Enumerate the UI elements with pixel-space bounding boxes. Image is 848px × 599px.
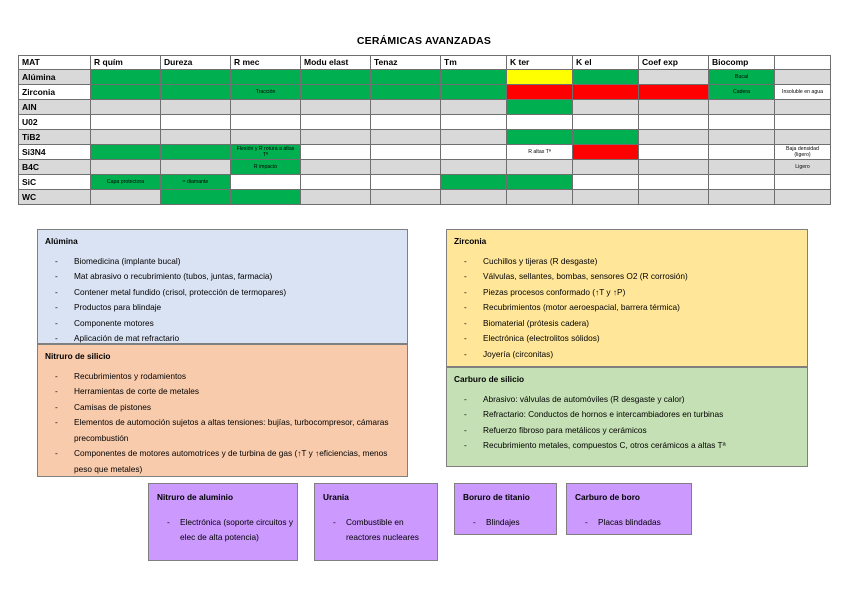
column-header bbox=[775, 56, 831, 70]
zirconia-box bbox=[446, 229, 808, 367]
aluminum-nitride-box-title: Nitruro de aluminio bbox=[157, 492, 234, 502]
table-cell bbox=[775, 115, 831, 130]
list-item: - Recubrimientos (motor aeroespacial, barrera térmica) bbox=[447, 300, 807, 316]
list-item: - Recubrimientos y rodamientos bbox=[38, 369, 407, 385]
table-cell bbox=[709, 190, 775, 205]
list-item: - Electrónica (soporte circuitos y elec de alta potencia) bbox=[149, 515, 297, 545]
silicon-carbide-box-title: Carburo de silicio bbox=[454, 374, 525, 384]
table-cell bbox=[507, 175, 573, 190]
table-cell: R impacto bbox=[231, 160, 301, 175]
table-cell bbox=[371, 160, 441, 175]
row-label: SiC bbox=[19, 175, 91, 190]
table-cell bbox=[91, 145, 161, 160]
table-cell bbox=[573, 160, 639, 175]
table-cell bbox=[371, 175, 441, 190]
list-item: - Biomaterial (prótesis cadera) bbox=[447, 316, 807, 332]
table-cell bbox=[371, 100, 441, 115]
list-item: - Componente motores bbox=[38, 316, 407, 332]
table-row bbox=[19, 130, 831, 145]
list-item: - Aplicación de mat refractario bbox=[38, 331, 407, 347]
list-item: - Mat abrasivo o recubrimiento (tubos, juntas, farmacia) bbox=[38, 269, 407, 285]
table-cell bbox=[231, 175, 301, 190]
table-cell bbox=[507, 100, 573, 115]
aluminum-nitride-box bbox=[148, 483, 298, 561]
column-header: R quím bbox=[91, 56, 161, 70]
row-label: U02 bbox=[19, 115, 91, 130]
table-cell bbox=[639, 160, 709, 175]
list-item: - Productos para blindaje bbox=[38, 300, 407, 316]
boron-carbide-list bbox=[567, 515, 691, 530]
table-cell bbox=[639, 70, 709, 85]
table-cell bbox=[231, 130, 301, 145]
table-cell bbox=[91, 100, 161, 115]
table-row bbox=[19, 160, 831, 175]
alumina-list bbox=[38, 254, 407, 347]
list-item: - Recubrimiento metales, compuestos C, otros cerámicos a altas Tª bbox=[447, 438, 807, 454]
table-cell bbox=[301, 175, 371, 190]
list-item: - Contener metal fundido (crisol, protección de termopares) bbox=[38, 285, 407, 301]
urania-box bbox=[314, 483, 438, 561]
silicon-nitride-box bbox=[37, 344, 408, 477]
table-cell bbox=[775, 70, 831, 85]
list-item: - Cuchillos y tijeras (R desgaste) bbox=[447, 254, 807, 270]
table-cell bbox=[91, 115, 161, 130]
zirconia-box-title: Zirconia bbox=[454, 236, 487, 246]
column-header: Biocomp bbox=[709, 56, 775, 70]
table-cell bbox=[441, 130, 507, 145]
table-cell: Flexión y R rotura a altas Tª bbox=[231, 145, 301, 160]
table-cell: Bucal bbox=[709, 70, 775, 85]
column-header: Tenaz bbox=[371, 56, 441, 70]
alumina-box bbox=[37, 229, 408, 344]
table-cell: ≈ diamante bbox=[161, 175, 231, 190]
row-label: Si3N4 bbox=[19, 145, 91, 160]
table-cell bbox=[775, 100, 831, 115]
table-cell bbox=[639, 85, 709, 100]
titanium-boride-list bbox=[455, 515, 556, 530]
alumina-box-title: Alúmina bbox=[45, 236, 78, 246]
table-cell bbox=[639, 190, 709, 205]
list-item: - Herramientas de corte de metales bbox=[38, 384, 407, 400]
list-item: - Refuerzo fibroso para metálicos y cerámicos bbox=[447, 423, 807, 439]
table-cell bbox=[573, 190, 639, 205]
table-row bbox=[19, 190, 831, 205]
column-header: K el bbox=[573, 56, 639, 70]
column-header: R mec bbox=[231, 56, 301, 70]
row-label: WC bbox=[19, 190, 91, 205]
table-cell bbox=[91, 70, 161, 85]
table-cell bbox=[573, 85, 639, 100]
table-cell: Cadera bbox=[709, 85, 775, 100]
list-item: - Placas blindadas bbox=[567, 515, 691, 530]
boron-carbide-box-title: Carburo de boro bbox=[575, 492, 640, 502]
list-item: - Blindajes bbox=[455, 515, 556, 530]
table-cell bbox=[161, 115, 231, 130]
column-header: K ter bbox=[507, 56, 573, 70]
table-cell: Insoluble en agua bbox=[775, 85, 831, 100]
table-cell bbox=[231, 70, 301, 85]
row-label: AlN bbox=[19, 100, 91, 115]
silicon-nitride-list bbox=[38, 369, 407, 478]
zirconia-list bbox=[447, 254, 807, 363]
table-cell bbox=[441, 100, 507, 115]
table-cell bbox=[91, 85, 161, 100]
column-header: Modu elast bbox=[301, 56, 371, 70]
table-cell bbox=[639, 130, 709, 145]
table-cell bbox=[371, 145, 441, 160]
silicon-nitride-box-title: Nitruro de silicio bbox=[45, 351, 111, 361]
aluminum-nitride-list bbox=[149, 515, 297, 545]
column-header: MAT bbox=[19, 56, 91, 70]
table-cell bbox=[371, 130, 441, 145]
list-item: - Componentes de motores automotrices y de turbina de gas (↑T y ↑eficiencias, menos peso que metales) bbox=[38, 446, 407, 477]
table-cell bbox=[639, 145, 709, 160]
table-cell bbox=[231, 115, 301, 130]
boron-carbide-box bbox=[566, 483, 692, 535]
table-cell bbox=[161, 85, 231, 100]
list-item: - Abrasivo: válvulas de automóviles (R desgaste y calor) bbox=[447, 392, 807, 408]
table-cell bbox=[507, 115, 573, 130]
table-cell bbox=[371, 190, 441, 205]
table-cell bbox=[775, 130, 831, 145]
list-item: - Biomedicina (implante bucal) bbox=[38, 254, 407, 270]
table-row bbox=[19, 85, 831, 100]
table-cell bbox=[507, 130, 573, 145]
list-item: - Joyería (circonitas) bbox=[447, 347, 807, 363]
table-cell bbox=[709, 175, 775, 190]
table-cell bbox=[441, 175, 507, 190]
table-cell bbox=[161, 100, 231, 115]
table-cell bbox=[709, 130, 775, 145]
table-cell bbox=[301, 85, 371, 100]
list-item: - Piezas procesos conformado (↑T y ↑P) bbox=[447, 285, 807, 301]
page-title: CERÁMICAS AVANZADAS bbox=[356, 35, 492, 47]
table-cell bbox=[161, 145, 231, 160]
table-cell bbox=[161, 160, 231, 175]
table-cell bbox=[441, 70, 507, 85]
table-cell bbox=[573, 175, 639, 190]
table-cell bbox=[507, 85, 573, 100]
table-cell bbox=[91, 160, 161, 175]
table-cell: Tracción bbox=[231, 85, 301, 100]
column-header: Tm bbox=[441, 56, 507, 70]
list-item: - Elementos de automoción sujetos a altas tensiones: bujías, turbocompresor, cámaras precombustión bbox=[38, 415, 407, 446]
table-cell bbox=[301, 130, 371, 145]
table-cell bbox=[573, 115, 639, 130]
silicon-carbide-box bbox=[446, 367, 808, 467]
row-label: TiB2 bbox=[19, 130, 91, 145]
list-item: - Refractario: Conductos de hornos e intercambiadores en turbinas bbox=[447, 407, 807, 423]
table-cell bbox=[371, 70, 441, 85]
table-cell bbox=[709, 145, 775, 160]
table-cell bbox=[709, 100, 775, 115]
table-cell bbox=[573, 70, 639, 85]
table-cell bbox=[301, 145, 371, 160]
titanium-boride-box-title: Boruro de titanio bbox=[463, 492, 530, 502]
table-cell bbox=[301, 190, 371, 205]
table-cell bbox=[301, 115, 371, 130]
table-cell bbox=[301, 160, 371, 175]
table-cell bbox=[301, 100, 371, 115]
table-cell bbox=[639, 100, 709, 115]
table-cell bbox=[441, 145, 507, 160]
table-cell bbox=[371, 115, 441, 130]
silicon-carbide-list bbox=[447, 392, 807, 454]
table-cell bbox=[231, 190, 301, 205]
table-cell bbox=[639, 175, 709, 190]
table-row bbox=[19, 175, 831, 190]
table-cell bbox=[775, 190, 831, 205]
row-label: B4C bbox=[19, 160, 91, 175]
list-item: - Electrónica (electrolitos sólidos) bbox=[447, 331, 807, 347]
table-cell bbox=[507, 160, 573, 175]
row-label: Alúmina bbox=[19, 70, 91, 85]
table-row bbox=[19, 145, 831, 160]
list-item: - Camisas de pistones bbox=[38, 400, 407, 416]
table-cell: R altas Tª bbox=[507, 145, 573, 160]
table-cell bbox=[441, 160, 507, 175]
row-label: Zirconia bbox=[19, 85, 91, 100]
table-cell bbox=[231, 100, 301, 115]
table-row bbox=[19, 70, 831, 85]
table-cell bbox=[161, 70, 231, 85]
table-cell bbox=[161, 130, 231, 145]
table-cell bbox=[573, 130, 639, 145]
table-cell: Capa protectora bbox=[91, 175, 161, 190]
table-cell bbox=[91, 130, 161, 145]
table-row bbox=[19, 115, 831, 130]
table-cell bbox=[639, 115, 709, 130]
table-cell bbox=[775, 175, 831, 190]
table-cell bbox=[91, 190, 161, 205]
table-cell bbox=[507, 190, 573, 205]
table-cell bbox=[507, 70, 573, 85]
table-cell: Ligero bbox=[775, 160, 831, 175]
column-header: Coef exp bbox=[639, 56, 709, 70]
table-cell bbox=[573, 100, 639, 115]
table-cell bbox=[161, 190, 231, 205]
table-cell bbox=[709, 115, 775, 130]
column-header: Dureza bbox=[161, 56, 231, 70]
table-cell bbox=[441, 190, 507, 205]
urania-list bbox=[315, 515, 437, 545]
list-item: - Válvulas, sellantes, bombas, sensores O2 (R corrosión) bbox=[447, 269, 807, 285]
table-header-row bbox=[19, 56, 831, 70]
titanium-boride-box bbox=[454, 483, 557, 535]
table-cell bbox=[573, 145, 639, 160]
table-cell bbox=[441, 115, 507, 130]
list-item: - Combustible en reactores nucleares bbox=[315, 515, 437, 545]
table-cell: Baja densidad (ligero) bbox=[775, 145, 831, 160]
table-cell bbox=[709, 160, 775, 175]
properties-table bbox=[18, 55, 831, 205]
urania-box-title: Urania bbox=[323, 492, 349, 502]
table-cell bbox=[441, 85, 507, 100]
table-cell bbox=[371, 85, 441, 100]
table-row bbox=[19, 100, 831, 115]
table-cell bbox=[301, 70, 371, 85]
